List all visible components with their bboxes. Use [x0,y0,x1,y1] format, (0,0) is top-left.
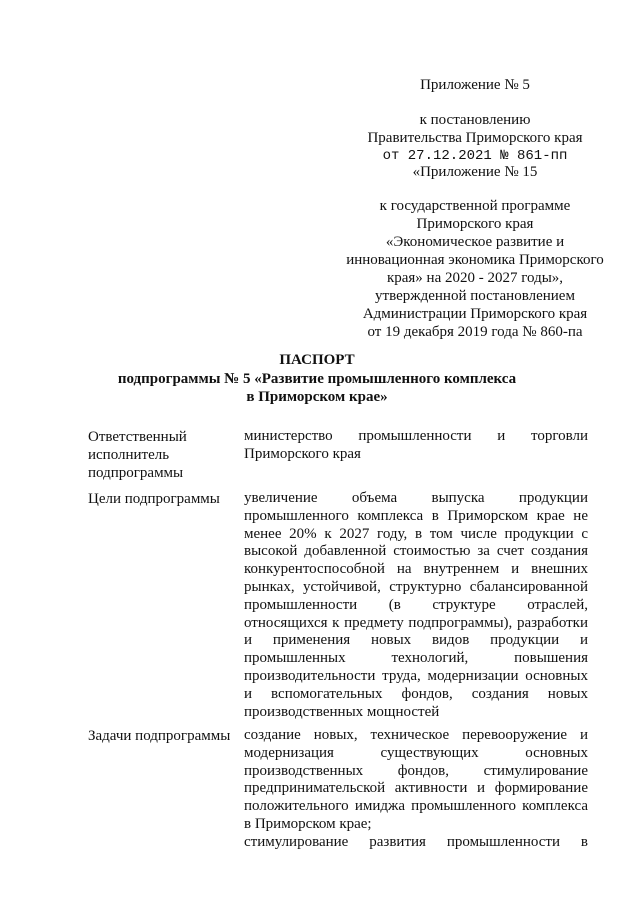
title-subprogram: подпрограммы № 5 «Развитие промышленного комплекса [117,371,517,387]
appendix-program-line: инновационная экономика Приморского [346,252,604,268]
appendix-to-resolution: к постановлению [419,112,531,128]
row-paragraph: создание новых, техническое перевооружение и модернизация существующих основных производственных фондов, стимулирование предпринимательской активности и формирование положительного имиджа промышленного комплекса в Приморском крае; [244,727,588,832]
title-heading: ПАСПОРТ [279,352,355,368]
appendix-program-line: Приморского края [416,216,534,232]
appendix-program-line: края» на 2020 - 2027 годы», [386,270,564,286]
appendix-original-number: «Приложение № 15 [412,164,538,180]
row-label: Ответственный исполнитель подпрограммы [88,429,187,481]
appendix-program-line: к государственной программе [379,198,571,214]
row-label: Задачи подпрограммы [88,728,231,744]
appendix-program-line: утвержденной постановлением [375,288,575,304]
row-paragraph: увеличение объема выпуска продукции промышленного комплекса в Приморском крае не менее 20% к 2027 году, в том числе продукции с высокой добавленной стоимостью за счет создания конкурентоспособной на внутреннем и внешних рынках, устойчивой, структурно сбалансированной промышленности (в структуре отраслей, относящихся к предмету подпрограммы), разработки и применения новых видов продукции и промышленных технологий, повышения производительности труда, модернизации основных и вспомогательных фондов, создания новых производственных мощностей [244,490,588,720]
appendix-resolution-date: от 27.12.2021 № 861-пп [382,148,568,164]
row-paragraph: министерство промышленности и торговли Приморского края [244,428,588,462]
appendix-program-line: от 19 декабря 2019 года № 860-па [367,324,583,340]
row-value [244,428,588,464]
row-value [244,727,588,852]
row-paragraph: стимулирование развития промышленности в [244,833,588,850]
appendix-number: Приложение № 5 [420,77,530,93]
row-value [244,490,588,721]
title-region: в Приморском крае» [246,389,388,405]
appendix-program-line: «Экономическое развитие и [385,234,565,250]
appendix-government: Правительства Приморского края [367,130,583,146]
row-label: Цели подпрограммы [88,491,220,507]
appendix-program-line: Администрации Приморского края [362,306,588,322]
